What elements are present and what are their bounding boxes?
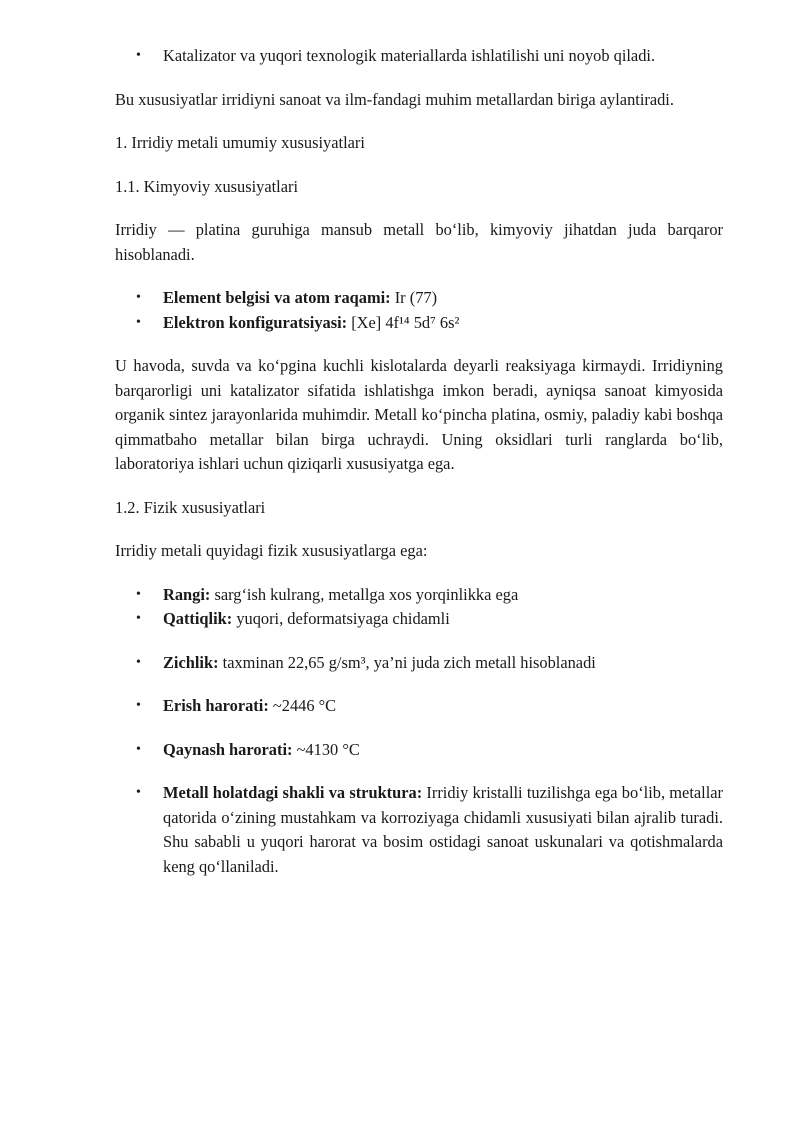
list-item xyxy=(115,311,723,336)
list-item xyxy=(115,583,723,608)
list-item xyxy=(115,286,723,311)
bullet-icon: • xyxy=(136,586,141,602)
section-1-2-heading: 1.2. Fizik xususiyatlari xyxy=(115,497,266,517)
list-item-value: Irridiy kristalli tuzilishga ega bo‘lib, metallar qatorida o‘zining mustahkam va korroziyaga chidamli xususiyati bilan ajralib turadi. Shu sababli u yuqori harorat va bosim ostidagi sanoat uskunalari va qotishmalarda keng qo‘llaniladi. xyxy=(163,783,723,876)
list-item-label: Qattiqlik: xyxy=(163,609,233,628)
section-1-1-heading: 1.1. Kimyoviy xususiyatlari xyxy=(115,176,299,196)
list-item-value: Ir (77) xyxy=(390,288,438,307)
list-item xyxy=(115,651,723,676)
bullet-icon: • xyxy=(136,48,141,63)
list-item xyxy=(115,694,723,719)
list-item xyxy=(115,44,723,69)
bullet-icon: • xyxy=(136,290,141,305)
list-item-label: Zichlik: xyxy=(163,652,219,672)
bullet-icon: • xyxy=(136,698,141,713)
intro-conclusion: Bu xususiyatlar irridiyni sanoat va ilm-fandagi muhim metallardan biriga aylantiradi. xyxy=(115,89,674,109)
list-item-value: taxminan 22,65 g/sm³, ya’ni juda zich metall hisoblanadi xyxy=(218,652,596,672)
document-page xyxy=(115,44,723,898)
bullet-icon: • xyxy=(136,314,141,330)
top-bullet-list xyxy=(115,44,723,69)
list-item-label: Element belgisi va atom raqami: xyxy=(163,288,391,307)
chemical-properties-list xyxy=(115,286,723,335)
list-item-value: [Xe] 4f¹⁴ 5d⁷ 6s² xyxy=(347,312,460,332)
section-1-2-intro: Irridiy metali quyidagi fizik xususiyatlarga ega: xyxy=(115,541,428,560)
bullet-icon: • xyxy=(136,741,141,757)
list-item xyxy=(115,607,723,632)
list-item-value: ~4130 °C xyxy=(292,739,360,759)
list-item-text: Katalizator va yuqori texnologik materiallarda ishlatilishi uni noyob qiladi. xyxy=(163,46,656,65)
physical-properties-list xyxy=(115,583,723,880)
list-item-label: Rangi: xyxy=(163,584,211,604)
section-1-heading: 1. Irridiy metali umumiy xususiyatlari xyxy=(115,133,365,152)
list-item-value: sarg‘ish kulrang, metallga xos yorqinlikka ega xyxy=(210,584,519,604)
bullet-icon: • xyxy=(136,785,141,800)
list-item xyxy=(115,738,723,763)
list-item xyxy=(115,781,723,879)
list-item-value: yuqori, deformatsiyaga chidamli xyxy=(232,609,450,628)
list-item-label: Elektron konfiguratsiyasi: xyxy=(163,312,348,332)
list-item-label: Erish harorati: xyxy=(163,696,269,715)
list-item-value: ~2446 °C xyxy=(268,696,337,715)
bullet-icon: • xyxy=(136,654,141,670)
section-1-1-body: U havoda, suvda va ko‘pgina kuchli kislotalarda deyarli reaksiyaga kirmaydi. Irridiyning barqarorligi uni katalizator sifatida ishlatishga imkon beradi, ayniqsa sanoat kimyosida organik sintez jarayonlarida muhimdir. Metall ko‘pincha platina, osmiy, paladiy kabi boshqa qimmatbaho metallar bilan birga uchraydi. Uning oksidlari turli ranglarda bo‘lib, laboratoriya ishlari uchun qiziqarli xususiyatga ega. xyxy=(115,356,723,473)
list-item-label: Qaynash harorati: xyxy=(163,739,293,759)
section-1-1-intro: Irridiy — platina guruhiga mansub metall bo‘lib, kimyoviy jihatdan juda barqaror hisoblanadi. xyxy=(115,220,723,264)
bullet-icon: • xyxy=(136,611,141,626)
list-item-label: Metall holatdagi shakli va struktura: xyxy=(163,783,423,802)
